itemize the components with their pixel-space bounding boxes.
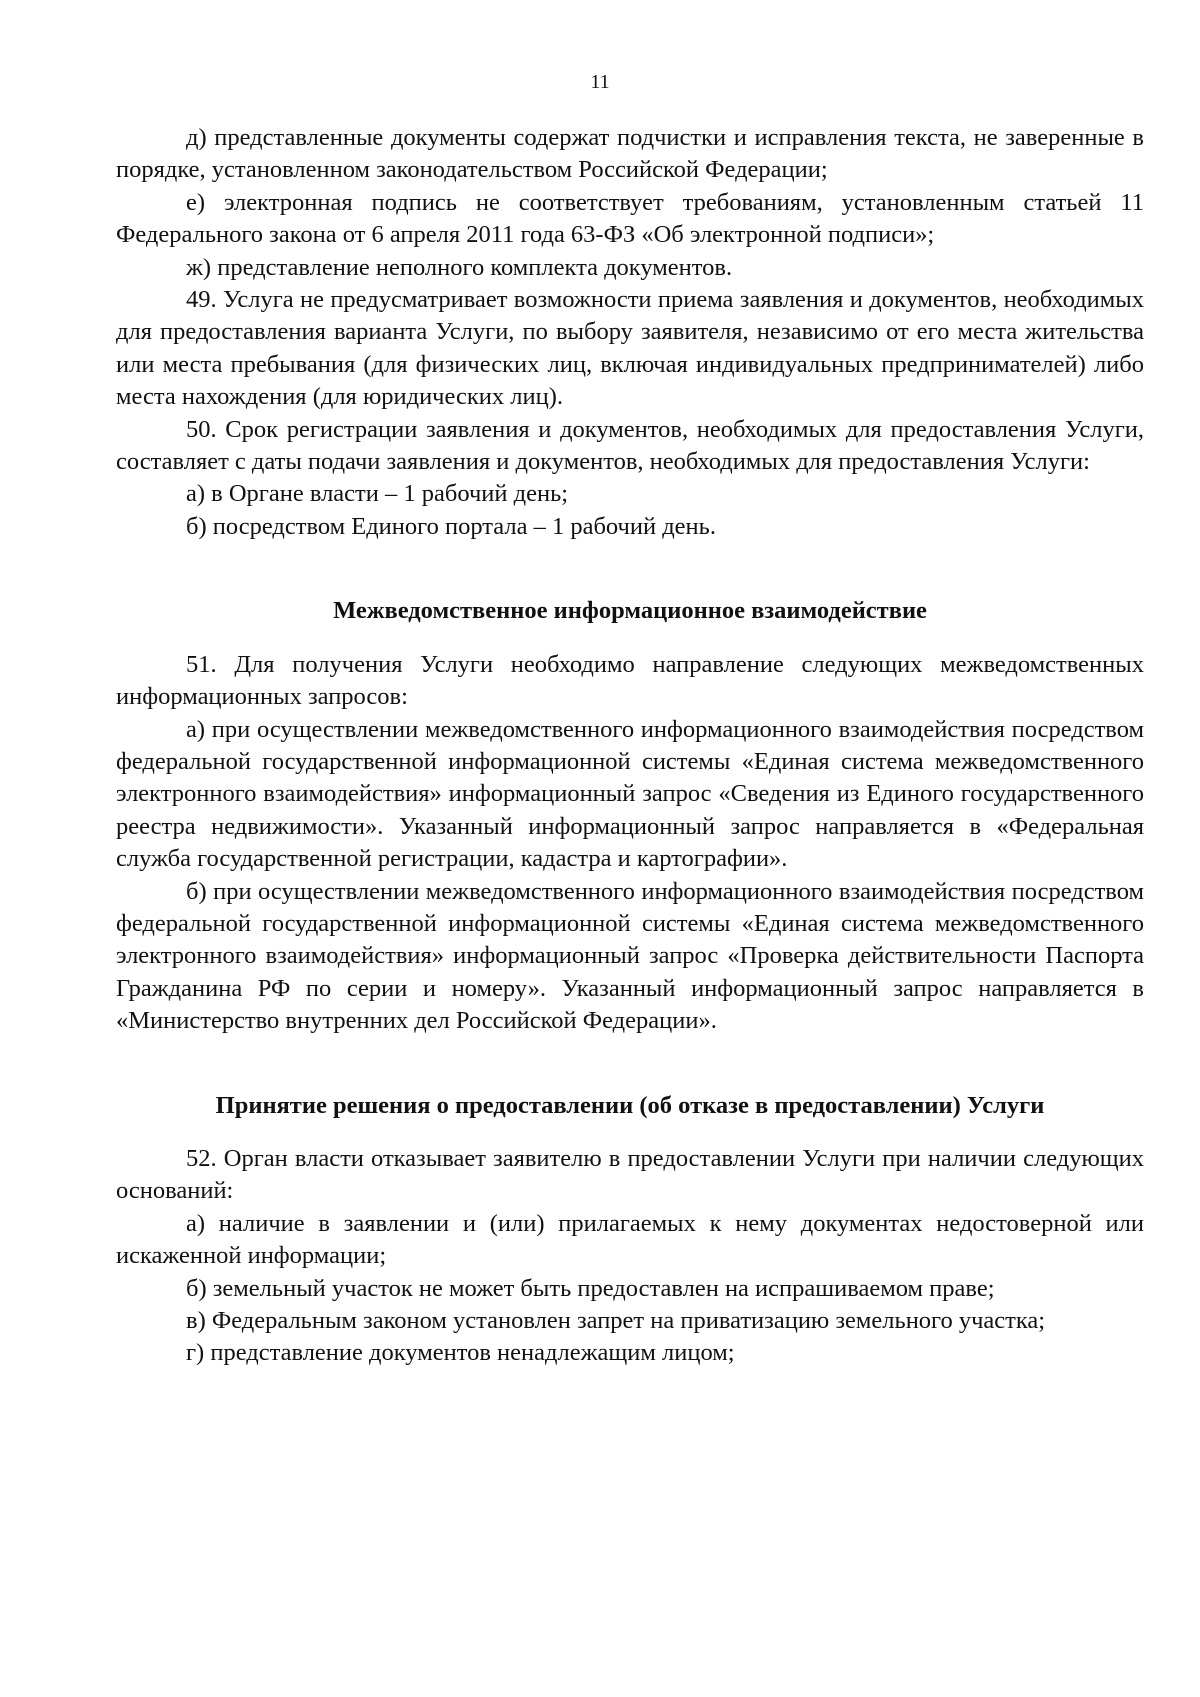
- paragraph-item-d: д) представленные документы содержат подчистки и исправления текста, не заверенные в порядке, установленном законодательством Российской Федерации;: [116, 124, 1144, 184]
- paragraph-52-item-a: а) наличие в заявлении и (или) прилагаемых к нему документах недостоверной или искаженной информации;: [116, 1209, 1144, 1270]
- paragraph-51: 51. Для получения Услуги необходимо направление следующих межведомственных информационных запросов:: [116, 650, 1144, 711]
- paragraph-item-zh: ж) представление неполного комплекта документов.: [186, 253, 733, 281]
- paragraph-51-item-a: а) при осуществлении межведомственного информационного взаимодействия посредством федеральной государственной информационной системы «Единая система межведомственного электронного взаимодействия» информационный запрос «Сведения из Единого государственного реестра недвижимости». Указанный информационный запрос направляется в «Федеральная служба государственной регистрации, кадастра и картографии».: [116, 715, 1144, 873]
- paragraph-item-e: е) электронная подпись не соответствует требованиям, установленным статьей 11 Федерального закона от 6 апреля 2011 года 63-ФЗ «Об электронной подписи»;: [116, 188, 1144, 249]
- paragraph-51-item-b: б) при осуществлении межведомственного информационного взаимодействия посредством федеральной государственной информационной системы «Единая система межведомственного электронного взаимодействия» информационный запрос «Проверка действительности Паспорта Гражданина РФ по серии и номеру». Указанный информационный запрос направляется в «Министерство внутренних дел Российской Федерации».: [116, 877, 1144, 1035]
- paragraph-52-item-g: г) представление документов ненадлежащим лицом;: [186, 1339, 735, 1367]
- page-number: 11: [590, 71, 610, 93]
- paragraph-52-item-v: в) Федеральным законом установлен запрет на приватизацию земельного участка;: [186, 1307, 1046, 1334]
- paragraph-52: 52. Орган власти отказывает заявителю в предоставлении Услуги при наличии следующих оснований:: [116, 1144, 1144, 1205]
- paragraph-50-item-b: б) посредством Единого портала – 1 рабочий день.: [186, 512, 716, 540]
- section-heading-interagency: Межведомственное информационное взаимодействие: [333, 597, 927, 625]
- section-heading-decision: Принятие решения о предоставлении (об отказе в предоставлении) Услуги: [215, 1091, 1045, 1119]
- paragraph-50: 50. Срок регистрации заявления и документов, необходимых для предоставления Услуги, составляет с даты подачи заявления и документов, необходимых для предоставления Услуги:: [116, 415, 1144, 476]
- paragraph-52-item-b: б) земельный участок не может быть предоставлен на испрашиваемом праве;: [186, 1274, 995, 1302]
- paragraph-49: 49. Услуга не предусматривает возможности приема заявления и документов, необходимых для предоставления варианта Услуги, по выбору заявителя, независимо от его места жительства или места пребывания (для физических лиц, включая индивидуальных предпринимателей) либо места нахождения (для юридических лиц).: [116, 286, 1144, 411]
- document-body: [116, 122, 1144, 1370]
- paragraph-50-item-a: а) в Органе власти – 1 рабочий день;: [186, 480, 569, 508]
